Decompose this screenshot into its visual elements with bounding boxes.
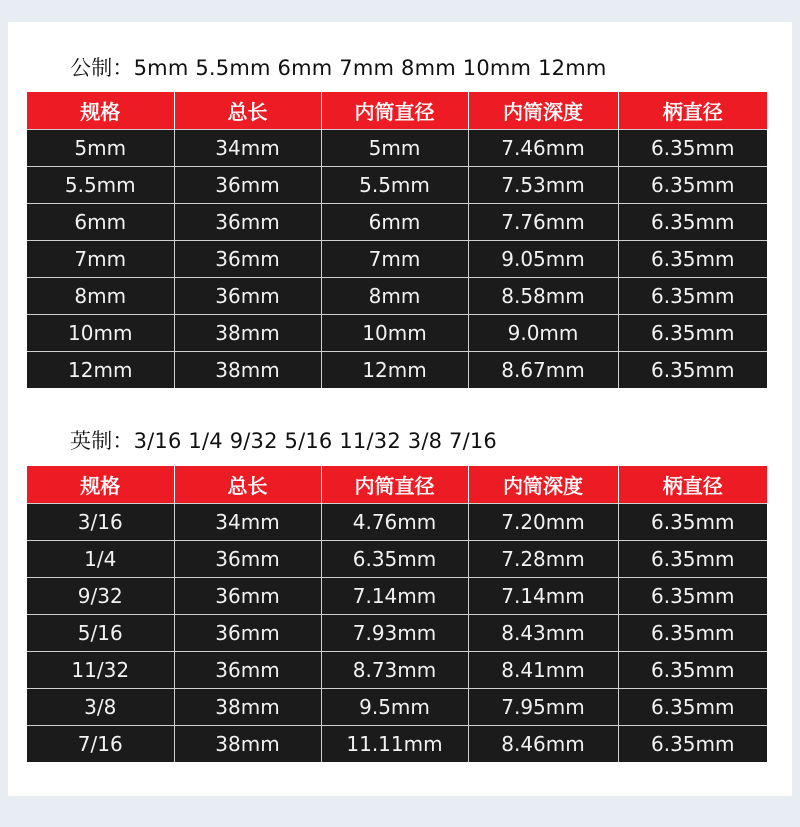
table-cell: 6.35mm [618, 167, 767, 204]
table-cell: 7.93mm [321, 615, 468, 652]
table-cell: 11/32 [27, 652, 174, 689]
table-row [27, 167, 767, 204]
metric-section-title: 公制：5mm 5.5mm 6mm 7mm 8mm 10mm 12mm [70, 56, 607, 80]
table-cell: 36mm [174, 241, 321, 278]
table-cell: 6.35mm [618, 504, 767, 541]
table-cell: 4.76mm [321, 504, 468, 541]
table-row [27, 615, 767, 652]
table-cell: 36mm [174, 652, 321, 689]
table-cell: 6.35mm [618, 130, 767, 167]
table-row [27, 541, 767, 578]
table-cell: 34mm [174, 504, 321, 541]
table-cell: 12mm [321, 352, 468, 389]
header-total-length: 总长 [174, 466, 321, 504]
table-cell: 38mm [174, 352, 321, 389]
table-cell: 6.35mm [618, 652, 767, 689]
table-cell: 8.46mm [468, 726, 618, 763]
table-cell: 36mm [174, 167, 321, 204]
table-cell: 5/16 [27, 615, 174, 652]
table-cell: 7.76mm [468, 204, 618, 241]
table-cell: 7.14mm [321, 578, 468, 615]
table-cell: 9.0mm [468, 315, 618, 352]
table-cell: 5.5mm [27, 167, 174, 204]
table-header-row [27, 466, 767, 504]
table-cell: 11.11mm [321, 726, 468, 763]
table-cell: 6.35mm [618, 615, 767, 652]
header-spec: 规格 [27, 92, 174, 130]
table-row [27, 689, 767, 726]
table-cell: 6.35mm [618, 578, 767, 615]
table-cell: 7.14mm [468, 578, 618, 615]
table-row [27, 241, 767, 278]
table-row [27, 130, 767, 167]
table-cell: 36mm [174, 578, 321, 615]
table-cell: 6.35mm [618, 204, 767, 241]
table-header-row [27, 92, 767, 130]
table-row [27, 504, 767, 541]
table-cell: 1/4 [27, 541, 174, 578]
metric-spec-table [27, 92, 767, 388]
table-cell: 10mm [27, 315, 174, 352]
table-cell: 7mm [321, 241, 468, 278]
header-inner-depth: 内筒深度 [468, 466, 618, 504]
table-cell: 9/32 [27, 578, 174, 615]
header-shank-diameter: 柄直径 [618, 92, 767, 130]
table-cell: 36mm [174, 204, 321, 241]
header-total-length: 总长 [174, 92, 321, 130]
table-cell: 6.35mm [321, 541, 468, 578]
imperial-spec-table [27, 466, 767, 762]
table-cell: 6mm [27, 204, 174, 241]
table-cell: 38mm [174, 689, 321, 726]
table-cell: 8.73mm [321, 652, 468, 689]
table-cell: 6mm [321, 204, 468, 241]
table-cell: 38mm [174, 315, 321, 352]
table-cell: 6.35mm [618, 241, 767, 278]
table-row [27, 726, 767, 763]
table-row [27, 315, 767, 352]
table-cell: 36mm [174, 278, 321, 315]
table-cell: 8.41mm [468, 652, 618, 689]
table-cell: 7.28mm [468, 541, 618, 578]
table-cell: 38mm [174, 726, 321, 763]
table-cell: 12mm [27, 352, 174, 389]
table-cell: 9.05mm [468, 241, 618, 278]
table-cell: 6.35mm [618, 726, 767, 763]
table-cell: 6.35mm [618, 278, 767, 315]
table-row [27, 278, 767, 315]
table-cell: 5.5mm [321, 167, 468, 204]
table-cell: 7.53mm [468, 167, 618, 204]
table-cell: 3/16 [27, 504, 174, 541]
table-cell: 5mm [27, 130, 174, 167]
table-cell: 34mm [174, 130, 321, 167]
table-cell: 6.35mm [618, 689, 767, 726]
header-inner-depth: 内筒深度 [468, 92, 618, 130]
header-inner-diameter: 内筒直径 [321, 92, 468, 130]
table-cell: 36mm [174, 541, 321, 578]
table-cell: 7.95mm [468, 689, 618, 726]
imperial-section-title: 英制：3/16 1/4 9/32 5/16 11/32 3/8 7/16 [70, 429, 497, 453]
table-cell: 8mm [27, 278, 174, 315]
table-cell: 8.43mm [468, 615, 618, 652]
table-cell: 8.58mm [468, 278, 618, 315]
header-spec: 规格 [27, 466, 174, 504]
table-cell: 36mm [174, 615, 321, 652]
table-cell: 6.35mm [618, 352, 767, 389]
table-row [27, 652, 767, 689]
header-inner-diameter: 内筒直径 [321, 466, 468, 504]
table-cell: 8mm [321, 278, 468, 315]
table-cell: 9.5mm [321, 689, 468, 726]
table-cell: 10mm [321, 315, 468, 352]
table-cell: 7.46mm [468, 130, 618, 167]
table-cell: 5mm [321, 130, 468, 167]
table-cell: 6.35mm [618, 541, 767, 578]
table-row [27, 204, 767, 241]
table-cell: 7/16 [27, 726, 174, 763]
table-row [27, 578, 767, 615]
table-cell: 3/8 [27, 689, 174, 726]
header-shank-diameter: 柄直径 [618, 466, 767, 504]
table-cell: 7mm [27, 241, 174, 278]
table-row [27, 352, 767, 389]
table-cell: 8.67mm [468, 352, 618, 389]
table-cell: 6.35mm [618, 315, 767, 352]
table-cell: 7.20mm [468, 504, 618, 541]
